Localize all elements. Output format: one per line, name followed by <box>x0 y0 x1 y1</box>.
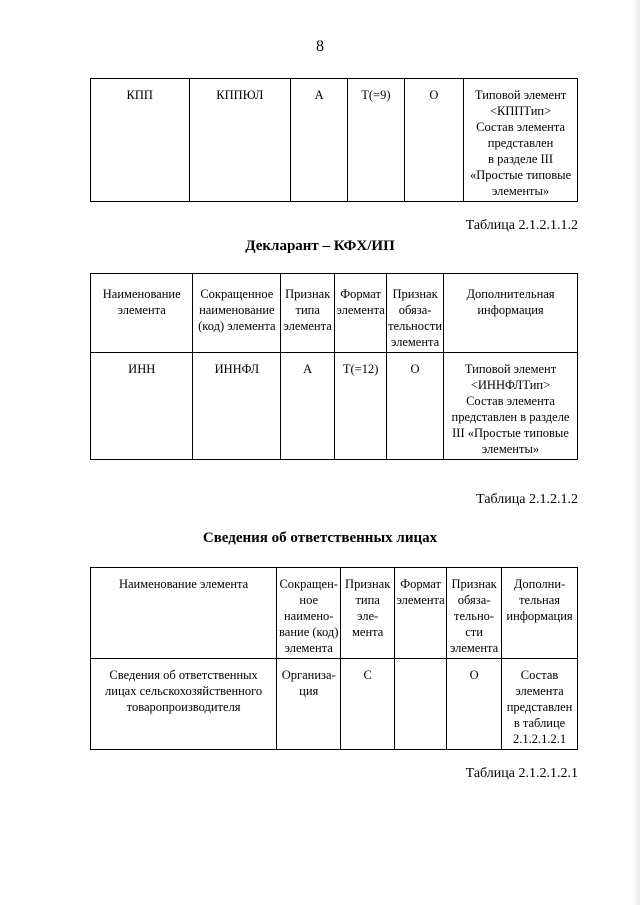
cell-element-format: Т(=12) <box>335 353 387 460</box>
header-element-required: Признак обяза- тельности элемента <box>387 274 444 353</box>
cell-element-code: КППЮЛ <box>189 79 291 202</box>
cell-element-name: КПП <box>91 79 190 202</box>
table-row <box>91 79 578 202</box>
cell-element-required: О <box>387 353 444 460</box>
table-kpp-continuation <box>90 78 578 202</box>
header-element-required: Признак обяза- тельно- сти элемента <box>447 568 502 659</box>
header-element-info: Дополнительная информация <box>444 274 578 353</box>
cell-element-required: О <box>404 79 463 202</box>
table-row <box>91 659 578 750</box>
table-header-row <box>91 568 578 659</box>
cell-element-required: О <box>447 659 502 750</box>
cell-element-info: Типовой элемент <КППТип> Состав элемента представлен в разделе III «Простые типовые элементы» <box>464 79 578 202</box>
cell-element-format <box>395 659 447 750</box>
header-element-code: Сокращен- ное наимено- вание (код) элемента <box>277 568 341 659</box>
table-row <box>91 353 578 460</box>
table-caption-2: Таблица 2.1.2.1.2 <box>476 492 578 507</box>
table-header-row <box>91 274 578 353</box>
header-element-format: Формат элемента <box>335 274 387 353</box>
table-caption-3: Таблица 2.1.2.1.2.1 <box>465 766 578 781</box>
header-element-info: Дополни- тельная информация <box>502 568 578 659</box>
table-caption-1: Таблица 2.1.2.1.1.2 <box>465 218 578 233</box>
page-edge-shadow <box>632 0 640 905</box>
header-element-format: Формат элемента <box>395 568 447 659</box>
cell-element-format: Т(=9) <box>348 79 405 202</box>
section-title-kfh: Декларант – КФХ/ИП <box>245 238 395 254</box>
header-element-name: Наименование элемента <box>91 274 193 353</box>
cell-element-type: А <box>291 79 348 202</box>
cell-element-name: ИНН <box>91 353 193 460</box>
page-number: 8 <box>316 38 324 55</box>
cell-element-type: С <box>341 659 395 750</box>
header-element-type: Признак типа элемента <box>281 274 335 353</box>
table-responsible-persons <box>90 567 578 750</box>
section-title-responsible: Сведения об ответственных лицах <box>202 530 438 546</box>
cell-element-code: Организа- ция <box>277 659 341 750</box>
cell-element-info: Типовой элемент <ИННФЛТип> Состав элемента представлен в разделе III «Простые типовые элементы» <box>444 353 578 460</box>
table-kfh-ip <box>90 273 578 460</box>
cell-element-code: ИННФЛ <box>193 353 281 460</box>
cell-element-name: Сведения об ответственных лицах сельскохозяйственного товаропроизводителя <box>91 659 277 750</box>
cell-element-info: Состав элемента представлен в таблице 2.1.2.1.2.1 <box>502 659 578 750</box>
cell-element-type: А <box>281 353 335 460</box>
header-element-type: Признак типа эле- мента <box>341 568 395 659</box>
header-element-code: Сокращенное наименование (код) элемента <box>193 274 281 353</box>
header-element-name: Наименование элемента <box>91 568 277 659</box>
